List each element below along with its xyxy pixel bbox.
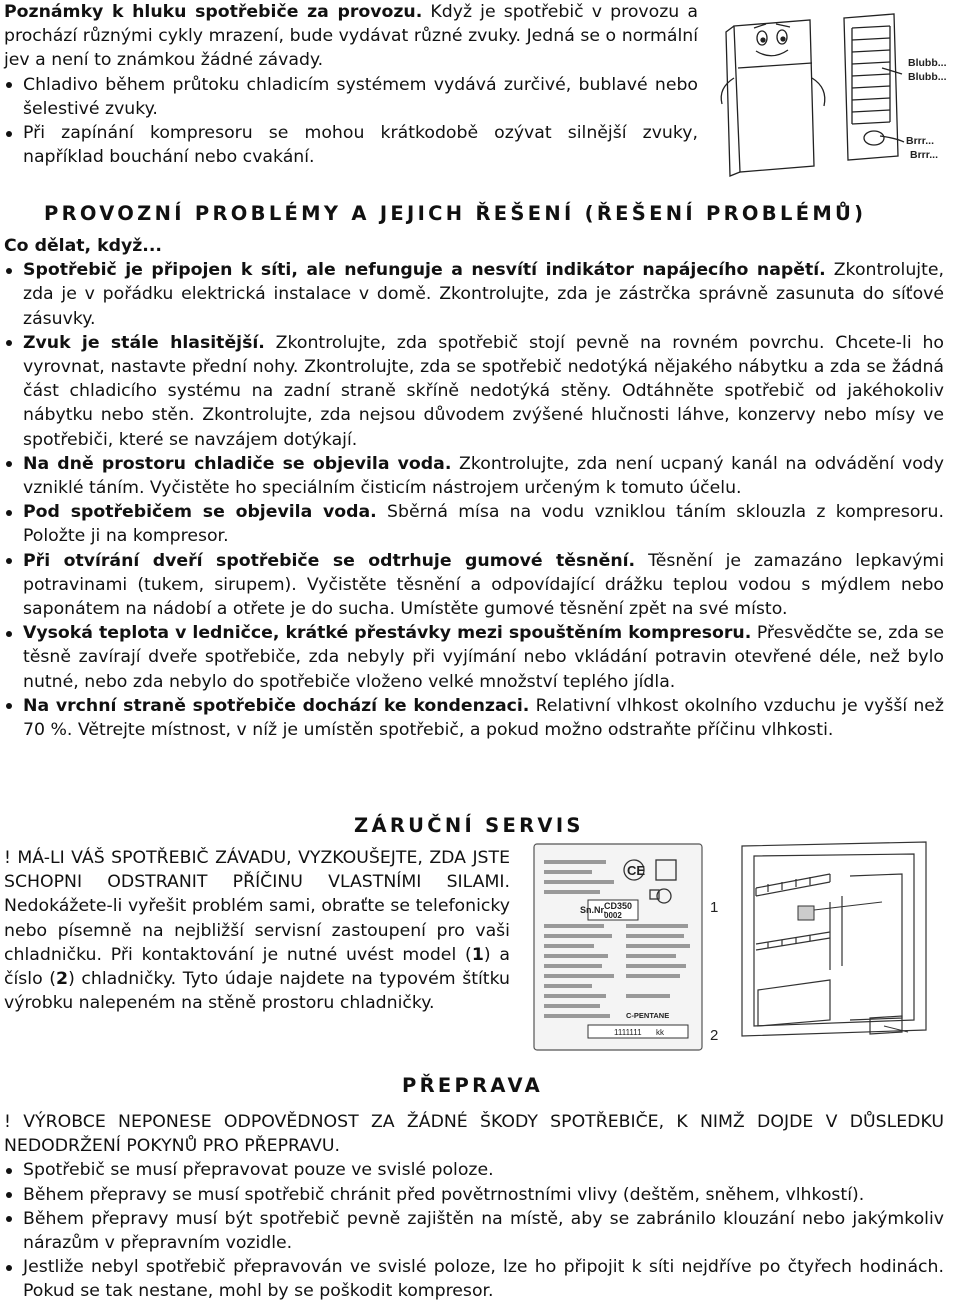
label-kk: kk (656, 1028, 664, 1037)
warranty-paragraph: ! MÁ-LI VÁŠ SPOTŘEBIČ ZÁVADU, VYZKOUŠEJTE, ZDA JSTE SCHOPNI ODSTRANIT PŘÍČINU VLASTNÍMI SILAMI. Nedokážete-li vyřešit problém sami, obraťte se telefonicky nebo písemně na nejbližší servisní zastoupení pro vaši chladničku. Při kontaktování je nutné uvést model (1) a číslo (2) chladničky. Tyto údaje najdete na typovém štítku výrobku nalepeném na stěně prostoru chladničky. (4, 848, 511, 1014)
bubble-text: Blubb... (908, 57, 947, 69)
label-refrigerant: C-PENTANE (626, 1011, 670, 1020)
warranty-heading: ZÁRUČNÍ SERVIS (354, 814, 584, 837)
transport-list (4, 1158, 944, 1303)
what-to-do-label: Co dělat, když... (4, 236, 162, 256)
list-item: Při otvírání dveří spotřebiče se odtrhuje gumové těsnění. Těsnění je zamazáno lepkavými potravinami (tukem, sirupem). Vyčistěte těsnění a odpovídající drážku teplou vodou s mýdlem nebo saponátem na nádobí a otřete je do sucha. Umístěte gumové těsnění zpět na své místo. (4, 549, 944, 622)
bubble-text: Brrr... (910, 149, 939, 161)
bubble-text: Brrr... (906, 135, 935, 147)
noise-section (4, 0, 698, 169)
bubble-text: Blubb... (908, 71, 947, 83)
transport-heading: PŘEPRAVA (402, 1074, 543, 1097)
fridge-noise-illustration (712, 8, 958, 180)
transport-section (4, 1110, 944, 1304)
list-item: Spotřebič je připojen k síti, ale nefunguje a nesvítí indikátor napájecího napětí. Zkontrolujte, zda je v pořádku elektrická instalace v domě. Zkontrolujte, zda je zástrčka správně zasunuta do síťové zásuvky. (4, 258, 944, 331)
list-item: Při zapínání kompresoru se mohou krátkodobě ozývat silnější zvuky, například bouchání nebo cvakání. (4, 121, 698, 169)
label-serial: 1111111 (614, 1028, 642, 1037)
noise-intro: Když je spotřebič v provozu a prochází různými cykly mrazení, bude vydávat různé zvuky. Jedná se o normální jev a není to známkou žádné závady. (4, 2, 698, 71)
list-item: Zvuk je stále hlasitější. Zkontrolujte, zda spotřebič stojí pevně na rovném povrchu. Chcete-li ho vyrovnat, nastavte přední nohy. Zkontrolujte, zda se spotřebič nedotýká nějakého nábytku a zda se žádná část chladicího systému na zadní straně skříně nedotýká stěny. Odtáhněte spotřebič od jakéhokoliv nábytku nebo stěn. Zkontrolujte, zda nejsou důvodem zvýšené hlučnosti láhve, konzervy nebo mísy ve spotřebiči, které se navzájem dotýkají. (4, 331, 944, 452)
list-item: Chladivo během průtoku chladicím systémem vydává zurčivé, bublavé nebo šelestivé zvuky. (4, 73, 698, 121)
callout-2: 2 (710, 1027, 719, 1044)
noise-title: Poznámky k hluku spotřebiče za provozu. (4, 2, 423, 22)
label-sn: 0002 (604, 911, 622, 920)
ce-mark: CE (627, 863, 646, 878)
troubleshooting-section (4, 234, 944, 742)
problem-list (4, 258, 944, 742)
list-item: Pod spotřebičem se objevila voda. Sběrná mísa na vodu vzniklou táním sklouzla z kompresoru. Položte ji na kompresor. (4, 500, 944, 548)
noise-list (4, 73, 698, 170)
list-item: Vysoká teplota v ledničce, krátké přestávky mezi spouštěním kompresoru. Přesvědčte se, zda se těsně zavírají dveře spotřebiče, zda nebyly při vyjímání nebo vkládání potravin otevřené déle, než bylo nutné, nebo zda nebylo do spotřebiče vloženo velké množství teplého jídla. (4, 621, 944, 694)
list-item: Jestliže nebyl spotřebič přepravován ve svislé poloze, lze ho připojit k síti nejdříve po čtyřech hodinách. Pokud se tak nestane, mohl by se poškodit kompresor. (4, 1255, 944, 1303)
transport-warning: ! VÝROBCE NEPONESE ODPOVĚDNOST ZA ŽÁDNÉ ŠKODY SPOTŘEBIČE, K NIMŽ DOJDE V DŮSLEDKU NEDODRŽENÍ POKYNŮ PRO PŘEPRAVU. (4, 1112, 944, 1157)
list-item: Na vrchní straně spotřebiče dochází ke kondenzaci. Relativní vlhkost okolního vzduchu je vyšší než 70 %. Větrejte místnost, v níž je umístěn spotřebič, a pokud možno odstraňte příčinu vlhkosti. (4, 694, 944, 742)
troubleshooting-heading: PROVOZNÍ PROBLÉMY A JEJICH ŘEŠENÍ (ŘEŠENÍ PROBLÉMŮ) (44, 202, 867, 225)
label-sn-label: Sn.Nr. (580, 905, 607, 915)
list-item: Na dně prostoru chladiče se objevila voda. Zkontrolujte, zda není ucpaný kanál na odvádění vody vzniklé táním. Vyčistěte ho speciálním čisticím nástrojem určeným k tomuto účelu. (4, 452, 944, 500)
callout-1: 1 (710, 899, 719, 916)
list-item: Během přepravy se musí spotřebič chránit před povětrnostními vlivy (deštěm, sněhem, vlhkostí). (4, 1183, 944, 1207)
rating-label-illustration (530, 840, 950, 1056)
noise-paragraph (4, 0, 698, 73)
list-item: Spotřebič se musí přepravovat pouze ve svislé poloze. (4, 1158, 944, 1182)
label-model: CD350 (604, 901, 633, 911)
list-item: Během přepravy musí být spotřebič pevně zajištěn na místě, aby se zabránilo klouzání nebo jakýmkoliv nárazům v přepravním vozidle. (4, 1207, 944, 1255)
